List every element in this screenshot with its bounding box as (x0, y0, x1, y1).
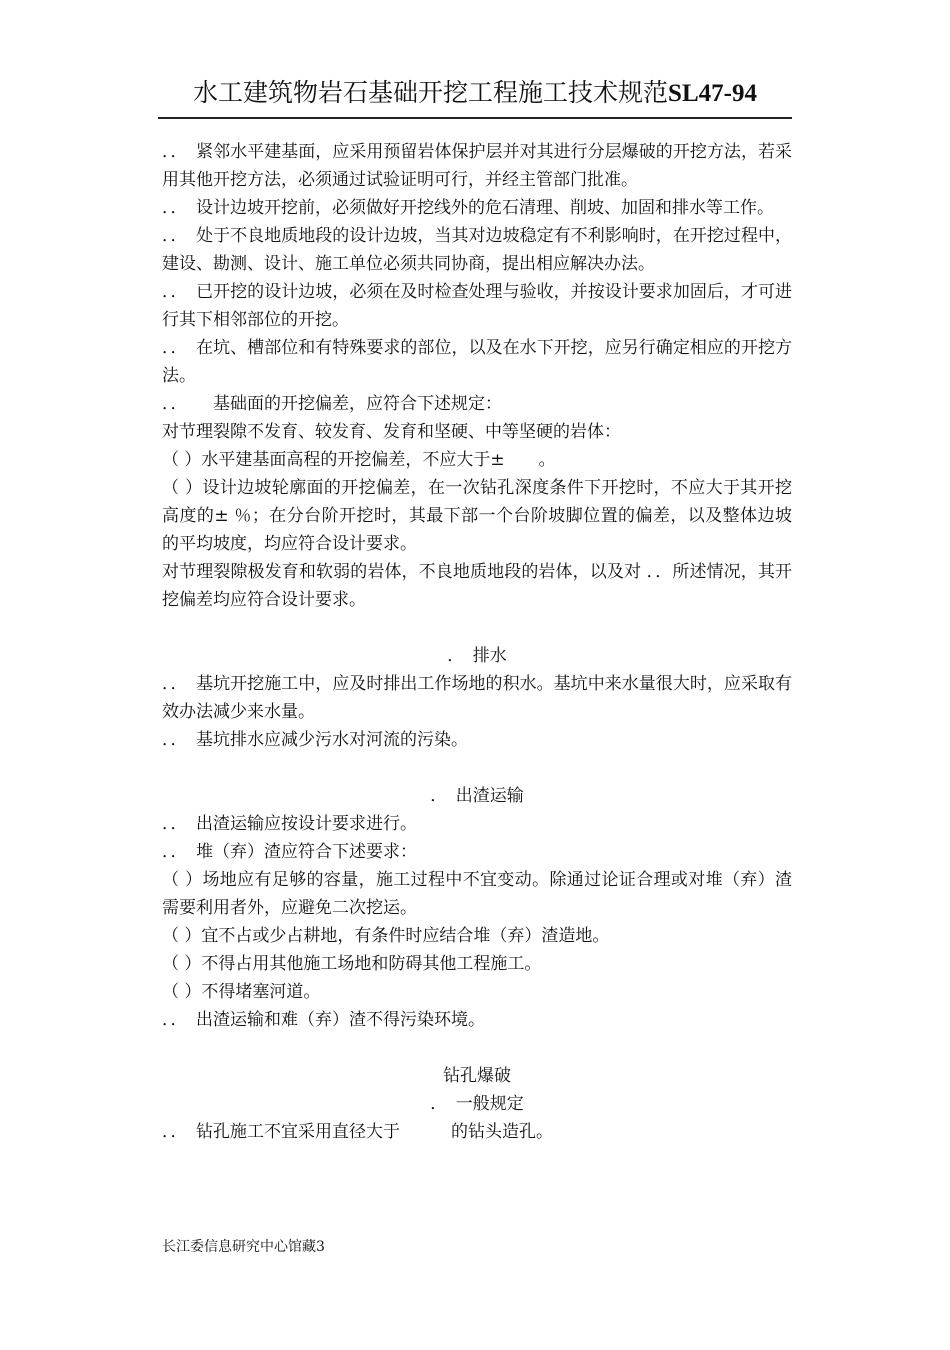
clause-paragraph: （ ）不得堵塞河道。 (162, 982, 321, 1002)
clause-paragraph: ．． 设计边坡开挖前，必须做好开挖线外的危石清理、削坡、加固和排水等工作。 (162, 198, 774, 218)
clause-paragraph: ．． 紧邻水平建基面，应采用预留岩体保护层并对其进行分层爆破的开挖方法，若采用其他开挖方法，必须通过试验证明可行，并经主管部门批准。 (162, 142, 792, 190)
section-heading-drainage: ． 排水 (447, 646, 507, 666)
standard-code: SL47-94 (668, 80, 757, 107)
clause-paragraph: ．． 基坑开挖施工中，应及时排出工作场地的积水。基坑中来水量很大时，应采取有效办法减少来水量。 (162, 674, 792, 722)
page-title (160, 76, 790, 111)
page-footer: 长江委信息研究中心馆藏3 (162, 1239, 325, 1255)
clause-paragraph: ．． 出渣运输应按设计要求进行。 (162, 814, 417, 834)
clause-paragraph: （ ）水平建基面高程的开挖偏差，不应大于± 。 (162, 450, 556, 470)
spacer (162, 614, 792, 642)
spacer (162, 754, 792, 782)
clause-paragraph: 对节理裂隙极发育和软弱的岩体，不良地质地段的岩体，以及对 ．．所述情况，其开挖偏差均应符合设计要求。 (162, 562, 792, 610)
clause-paragraph: ．． 处于不良地质地段的设计边坡，当其对边坡稳定有不利影响时，在开挖过程中，建设、勘测、设计、施工单位必须共同协商，提出相应解决办法。 (162, 226, 792, 274)
clause-paragraph: ．． 基础面的开挖偏差，应符合下述规定： (162, 394, 502, 414)
document-body (162, 138, 792, 1146)
clause-paragraph: ．． 出渣运输和难（弃）渣不得污染环境。 (162, 1010, 485, 1030)
clause-paragraph: ．． 已开挖的设计边坡，必须在及时检查处理与验收，并按设计要求加固后，才可进行其下相邻部位的开挖。 (162, 282, 792, 330)
header-rule (158, 117, 792, 119)
section-heading-general: ． 一般规定 (430, 1094, 524, 1114)
title-text: 水工建筑物岩石基础开挖工程施工技术规范 (193, 78, 669, 107)
clause-paragraph: 对节理裂隙不发育、较发育、发育和坚硬、中等坚硬的岩体： (162, 422, 621, 442)
clause-paragraph: （ ）场地应有足够的容量，施工过程中不宜变动。除通过论证合理或对堆（弃）渣需要利用者外，应避免二次挖运。 (162, 870, 792, 918)
chapter-heading-drilling-blasting: 钻孔爆破 (443, 1066, 511, 1086)
spacer (162, 1034, 792, 1062)
clause-paragraph: （ ）宜不占或少占耕地，有条件时应结合堆（弃）渣造地。 (162, 926, 610, 946)
clause-paragraph: ．． 在坑、槽部位和有特殊要求的部位，以及在水下开挖，应另行确定相应的开挖方法。 (162, 338, 792, 386)
clause-paragraph: （ ）设计边坡轮廓面的开挖偏差，在一次钻孔深度条件下开挖时，不应大于其开挖高度的± ％；在分台阶开挖时，其最下部一个台阶坡脚位置的偏差，以及整体边坡的平均坡度，均应符合设计要求。 (162, 478, 792, 554)
clause-paragraph: ．． 钻孔施工不宜采用直径大于 的钻头造孔。 (162, 1122, 553, 1142)
clause-paragraph: （ ）不得占用其他施工场地和防碍其他工程施工。 (162, 954, 542, 974)
clause-paragraph: ．． 基坑排水应减少污水对河流的污染。 (162, 730, 468, 750)
clause-paragraph: ．． 堆（弃）渣应符合下述要求： (162, 842, 417, 862)
section-heading-muck-transport: ． 出渣运输 (430, 786, 524, 806)
